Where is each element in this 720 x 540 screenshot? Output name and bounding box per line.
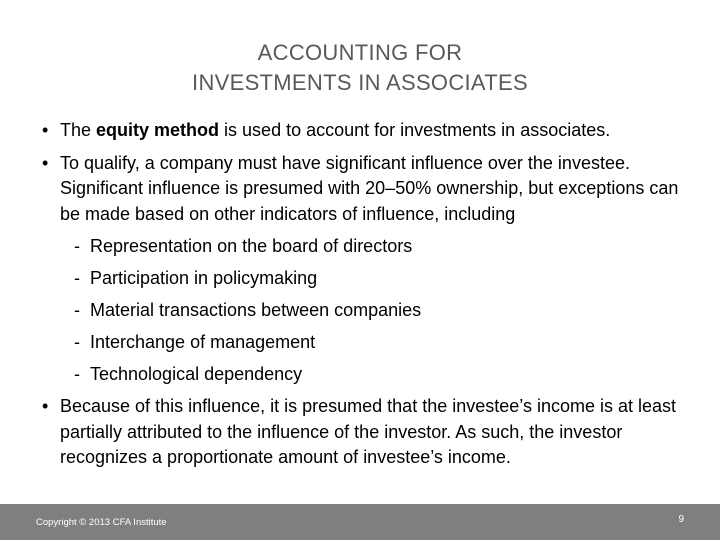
- page-number: 9: [678, 514, 684, 525]
- sub-item-management: [42, 330, 692, 355]
- bullet-text-pre: The: [60, 120, 97, 140]
- bullet-list: [42, 118, 692, 471]
- copyright-text: Copyright © 2013 CFA Institute: [36, 517, 167, 528]
- sub-item-marker: -: [74, 300, 80, 320]
- sub-item-board: [42, 234, 692, 259]
- bullet-marker: •: [42, 152, 49, 173]
- sub-item-marker: -: [74, 268, 80, 288]
- sub-item-text: Technological dependency: [90, 364, 303, 384]
- bullet-text: Because of this influence, it is presumed that the investee’s income is at least partially attributed to the influence of the investor. As such, the investor recognizes a proportionate amount of investee’s income.: [60, 396, 676, 467]
- sub-item-text: Material transactions between companies: [90, 300, 422, 320]
- sub-item-text: Participation in policymaking: [90, 268, 318, 288]
- bullet-significant-influence: [42, 151, 692, 228]
- sub-item-text: Interchange of management: [90, 332, 316, 352]
- sub-item-technology: [42, 362, 692, 387]
- bullet-income-attribution: [42, 394, 692, 471]
- bullet-marker: •: [42, 396, 49, 416]
- bullet-text-bold: equity method: [96, 120, 220, 140]
- bullet-equity-method: [42, 118, 692, 144]
- sub-item-marker: -: [74, 332, 80, 352]
- sub-item-marker: -: [74, 364, 80, 384]
- bullet-text-post: is used to account for investments in associates.: [219, 120, 611, 140]
- bullet-marker: •: [42, 120, 49, 140]
- sub-item-text: Representation on the board of directors: [90, 236, 413, 256]
- sub-item-transactions: [42, 298, 692, 323]
- footer-bar: [0, 504, 720, 540]
- sub-item-policymaking: [42, 266, 692, 291]
- slide-title: [0, 38, 720, 98]
- bullet-text: To qualify, a company must have significant influence over the investee. Significant influence is presumed with 20–50% ownership, but exceptions can be made based on other indicators of influence, including: [60, 152, 679, 224]
- slide-title-line-1: ACCOUNTING FOR: [257, 40, 463, 65]
- sub-item-marker: -: [74, 236, 80, 256]
- slide-title-line-2: INVESTMENTS IN ASSOCIATES: [192, 70, 528, 95]
